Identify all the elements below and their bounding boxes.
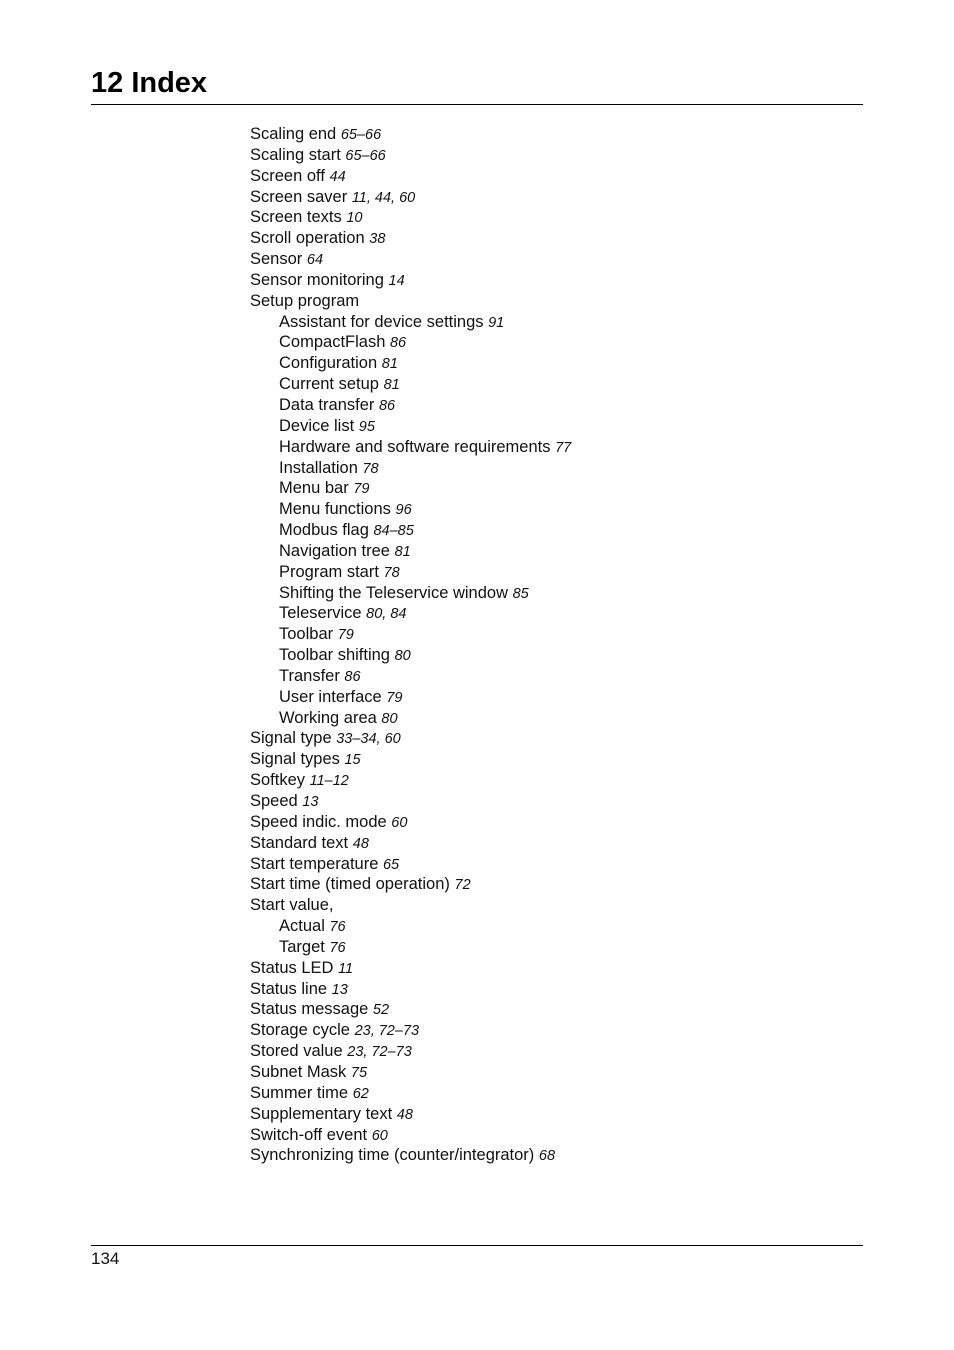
- index-term: User interface: [279, 687, 382, 706]
- index-term: Configuration: [279, 354, 378, 373]
- index-term: Data transfer: [279, 395, 375, 414]
- index-page-refs: 86: [378, 397, 396, 414]
- index-term: Scaling start: [250, 145, 341, 164]
- index-entry: [250, 874, 571, 895]
- index-entry: [250, 1062, 571, 1083]
- index-subentry: [250, 603, 571, 624]
- index-subentry: [250, 499, 571, 520]
- index-page-refs: 79: [386, 689, 403, 706]
- index-term: Shifting the Teleservice window: [279, 583, 508, 602]
- index-term: Synchronizing time (counter/integrator): [250, 1146, 535, 1165]
- index-term: Hardware and software requirements: [279, 437, 551, 456]
- index-term: Modbus flag: [279, 521, 369, 540]
- index-term: Menu bar: [279, 479, 349, 498]
- index-term: Screen texts: [250, 208, 342, 227]
- index-term: Teleservice: [279, 604, 362, 623]
- index-entry: [250, 270, 571, 291]
- index-subentry: [250, 416, 571, 437]
- index-page-refs: 78: [362, 460, 379, 477]
- index-entry: [250, 1125, 571, 1146]
- index-page-refs: 65: [382, 856, 400, 873]
- index-entry: [250, 791, 571, 812]
- index-entry: [250, 207, 571, 228]
- index-entry: [250, 1041, 571, 1062]
- index-page-refs: 91: [488, 314, 505, 331]
- index-entry: [250, 145, 571, 166]
- index-page-refs: 14: [388, 272, 405, 289]
- index-term: Status message: [250, 1000, 369, 1019]
- index-page-refs: 80, 84: [366, 606, 407, 623]
- index-term: Start time (timed operation): [250, 875, 450, 894]
- index-page-refs: 75: [350, 1064, 368, 1081]
- index-page-refs: 76: [329, 919, 346, 936]
- index-page-refs: 38: [369, 231, 386, 248]
- index-entry: [250, 833, 571, 854]
- index-term: Installation: [279, 458, 358, 477]
- page-number: 134: [91, 1249, 120, 1268]
- index-term: Target: [279, 937, 325, 956]
- index-page-refs: 80: [381, 710, 398, 727]
- index-page-refs: 65–66: [340, 127, 382, 143]
- index-term: Transfer: [279, 666, 340, 685]
- index-entry: [250, 187, 571, 208]
- index-subentry: [250, 645, 571, 666]
- index-term: Assistant for device settings: [279, 312, 484, 331]
- index-term: Start value,: [250, 896, 334, 915]
- index-subentry: [250, 458, 571, 479]
- index-term: Screen off: [250, 166, 325, 185]
- footer-divider: [91, 1245, 863, 1246]
- index-page-refs: 48: [396, 1106, 413, 1123]
- index-page-refs: 68: [538, 1148, 556, 1165]
- index-entry: [250, 958, 571, 979]
- index-page-refs: 13: [302, 794, 319, 810]
- page-title: 12 Index: [91, 67, 208, 99]
- index-term: Menu functions: [279, 500, 391, 519]
- index-page-refs: 86: [344, 668, 361, 685]
- index-page-refs: 72: [454, 877, 471, 894]
- index-page-refs: 44: [329, 168, 346, 185]
- index-page-refs: 79: [337, 627, 354, 644]
- index-subentry: [250, 520, 571, 541]
- index-page-refs: 86: [389, 335, 407, 352]
- index-page-refs: 13: [331, 981, 348, 998]
- index-entry: [250, 291, 571, 312]
- index-term: Current setup: [279, 375, 379, 394]
- index-page-refs: 11, 44, 60: [351, 189, 416, 206]
- index-term: CompactFlash: [279, 333, 386, 352]
- index-subentry: [250, 353, 571, 374]
- index-subentry: [250, 374, 571, 395]
- index-term: Actual: [279, 917, 325, 936]
- index-term: Navigation tree: [279, 541, 390, 560]
- index-term: Scaling end: [250, 125, 337, 143]
- index-term: Summer time: [250, 1083, 349, 1102]
- index-page-refs: 23, 72–73: [347, 1044, 412, 1061]
- index-page-refs: 84–85: [373, 523, 414, 540]
- index-page-refs: 52: [372, 1002, 390, 1019]
- index-term: Supplementary text: [250, 1104, 393, 1123]
- index-entry: [250, 770, 571, 791]
- index-page-refs: 65–66: [345, 147, 386, 164]
- index-term: Working area: [279, 708, 377, 727]
- index-entry: [250, 124, 571, 145]
- index-term: Switch-off event: [250, 1125, 368, 1144]
- index-page-refs: 33–34, 60: [336, 731, 401, 748]
- index-page-refs: 62: [352, 1085, 369, 1102]
- index-subentry: [250, 478, 571, 499]
- index-page-refs: 76: [329, 939, 346, 956]
- index-entry: [250, 166, 571, 187]
- index-subentry: [250, 708, 571, 729]
- index-entry: [250, 1145, 571, 1166]
- index-subentry: [250, 395, 571, 416]
- index-page-refs: 81: [383, 377, 400, 394]
- index-term: Toolbar shifting: [279, 646, 390, 665]
- index-term: Storage cycle: [250, 1021, 350, 1040]
- index-entry: [250, 812, 571, 833]
- index-page-refs: 15: [344, 752, 361, 769]
- index-page-refs: 80: [394, 648, 411, 665]
- index-subentry: [250, 437, 571, 458]
- index-term: Standard text: [250, 833, 349, 852]
- index-page-refs: 81: [381, 356, 398, 373]
- index-page-refs: 10: [346, 210, 363, 227]
- index-page-refs: 64: [306, 252, 324, 269]
- index-term: Toolbar: [279, 625, 334, 644]
- index-term: Status line: [250, 979, 328, 998]
- index-entry: [250, 854, 571, 875]
- index-term: Device list: [279, 416, 355, 435]
- index-subentry: [250, 583, 571, 604]
- index-page-refs: 77: [555, 439, 572, 456]
- index-page-refs: 78: [383, 564, 400, 581]
- index-term: Start temperature: [250, 854, 379, 873]
- index-entry: [250, 1020, 571, 1041]
- index-subentry: [250, 541, 571, 562]
- index-subentry: [250, 666, 571, 687]
- index-entry: [250, 728, 571, 749]
- index-page-refs: 96: [395, 502, 412, 519]
- index-subentry: [250, 332, 571, 353]
- index-term: Screen saver: [250, 187, 348, 206]
- index-page-refs: 79: [353, 481, 370, 498]
- index-term: Scroll operation: [250, 229, 365, 248]
- index-term: Signal types: [250, 750, 340, 769]
- index-page-refs: 95: [358, 418, 375, 435]
- index-term: Setup program: [250, 291, 360, 310]
- index-list: [250, 124, 571, 1166]
- index-term: Program start: [279, 562, 379, 581]
- index-entry: [250, 895, 571, 916]
- header-divider: [91, 104, 863, 105]
- index-subentry: [250, 916, 571, 937]
- index-term: Softkey: [250, 771, 306, 790]
- index-page-refs: 60: [391, 814, 408, 831]
- index-term: Speed: [250, 792, 298, 810]
- index-entry: [250, 249, 571, 270]
- index-entry: [250, 1083, 571, 1104]
- index-entry: [250, 228, 571, 249]
- index-term: Subnet Mask: [250, 1062, 347, 1081]
- index-subentry: [250, 312, 571, 333]
- index-term: Signal type: [250, 729, 332, 748]
- index-subentry: [250, 562, 571, 583]
- index-term: Stored value: [250, 1042, 343, 1061]
- index-subentry: [250, 937, 571, 958]
- index-page-refs: 48: [352, 835, 369, 852]
- index-subentry: [250, 687, 571, 708]
- index-page-refs: 23, 72–73: [354, 1023, 420, 1040]
- index-page-refs: 81: [394, 543, 411, 560]
- index-term: Sensor monitoring: [250, 270, 384, 289]
- index-entry: [250, 749, 571, 770]
- index-term: Speed indic. mode: [250, 812, 387, 831]
- index-page-refs: 11: [338, 960, 354, 977]
- index-term: Sensor: [250, 250, 303, 269]
- index-subentry: [250, 624, 571, 645]
- index-entry: [250, 979, 571, 1000]
- index-term: Status LED: [250, 958, 334, 977]
- index-page-refs: 85: [512, 585, 529, 602]
- index-entry: [250, 1104, 571, 1125]
- index-page-refs: 11–12: [309, 773, 349, 790]
- index-page-refs: 60: [371, 1127, 388, 1144]
- index-entry: [250, 999, 571, 1020]
